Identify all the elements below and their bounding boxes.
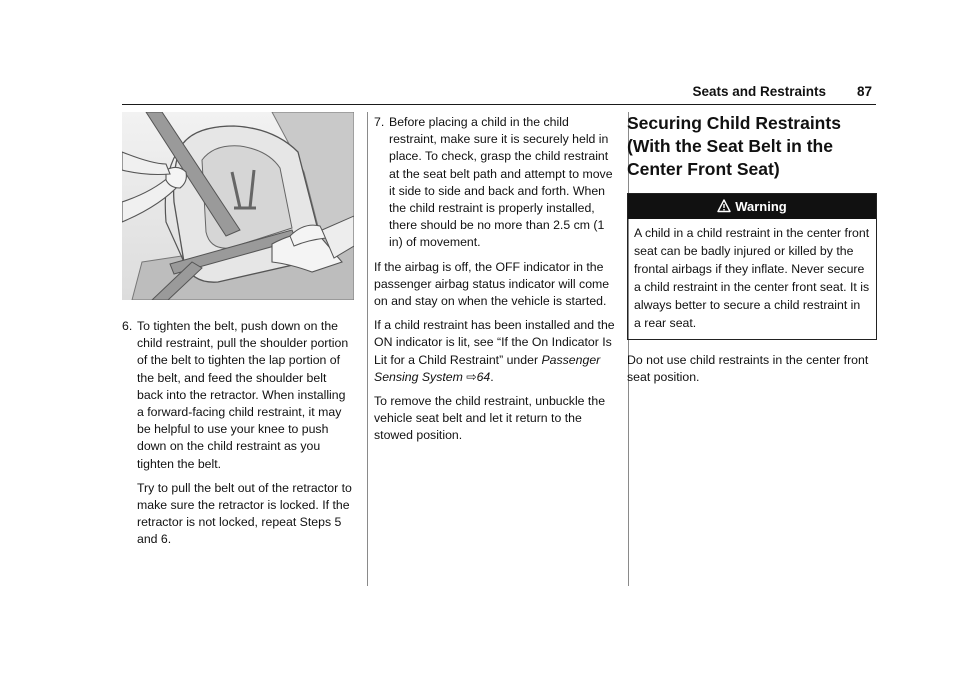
on-indicator-text: If a child restraint has been installed and the ON indicator is lit, see “If the On Indicator Is Lit for a Child Restraint” under	[374, 318, 615, 367]
step-6	[122, 318, 354, 473]
column-divider-left	[367, 112, 368, 586]
warning-header	[628, 194, 876, 219]
header-page-number: 87	[856, 84, 872, 99]
cross-reference-page[interactable]: 64	[476, 369, 491, 384]
page-header	[122, 82, 876, 105]
paragraph-airbag-off: If the airbag is off, the OFF indicator in the passenger airbag status indicator will come on and stay on when the vehicle is started.	[374, 259, 610, 309]
left-column	[122, 318, 354, 556]
warning-label: Warning	[735, 199, 787, 214]
sentence-end: .	[490, 369, 494, 384]
step-6-followup: Try to pull the belt out of the retractor to make sure the retractor is locked. If the retractor is not locked, repeat Steps 5 and 6.	[137, 480, 352, 547]
warning-text: A child in a child restraint in the center front seat can be badly injured or killed by the frontal airbags if they inflate. Never secure a child restraint in the center front seat. It is always better to secure a child restraint in a rear seat.	[634, 226, 870, 330]
step-7-text: Before placing a child in the child restraint, make sure it is securely held in place. To check, grasp the child restraint at the seat belt path and attempt to move it side to side and back and forth. When the child restraint is properly installed, there should be no more than 2.5 cm (1 in) of movement.	[389, 115, 613, 250]
warning-triangle-icon	[717, 199, 731, 213]
step-7	[374, 114, 616, 252]
paragraph-center-seat: Do not use child restraints in the center front seat position.	[627, 353, 869, 385]
paragraph-on-indicator	[374, 317, 616, 386]
header-section-title: Seats and Restraints	[692, 84, 826, 99]
step-7-number: 7.	[374, 115, 385, 129]
page-arrow-icon: ⇨	[466, 369, 477, 384]
paragraph-remove-restraint: To remove the child restraint, unbuckle the vehicle seat belt and let it return to the stowed position.	[374, 394, 606, 443]
right-column	[627, 112, 877, 393]
section-title: Securing Child Restraints (With the Seat Belt in the Center Front Seat)	[627, 113, 841, 179]
child-seat-belt-illustration	[122, 112, 354, 300]
warning-box	[627, 193, 877, 340]
step-6-text: To tighten the belt, push down on the child restraint, pull the shoulder portion of the belt to tighten the lap portion of the belt, and feed the shoulder belt back into the retractor. When installing a forward-facing child restraint, it may be helpful to use your knee to push down on the child restraint as you tighten the belt.	[137, 319, 349, 471]
step-6-number: 6.	[122, 319, 133, 333]
middle-column	[374, 114, 616, 452]
cross-reference-link[interactable]: Passenger Sensing System	[374, 352, 601, 384]
